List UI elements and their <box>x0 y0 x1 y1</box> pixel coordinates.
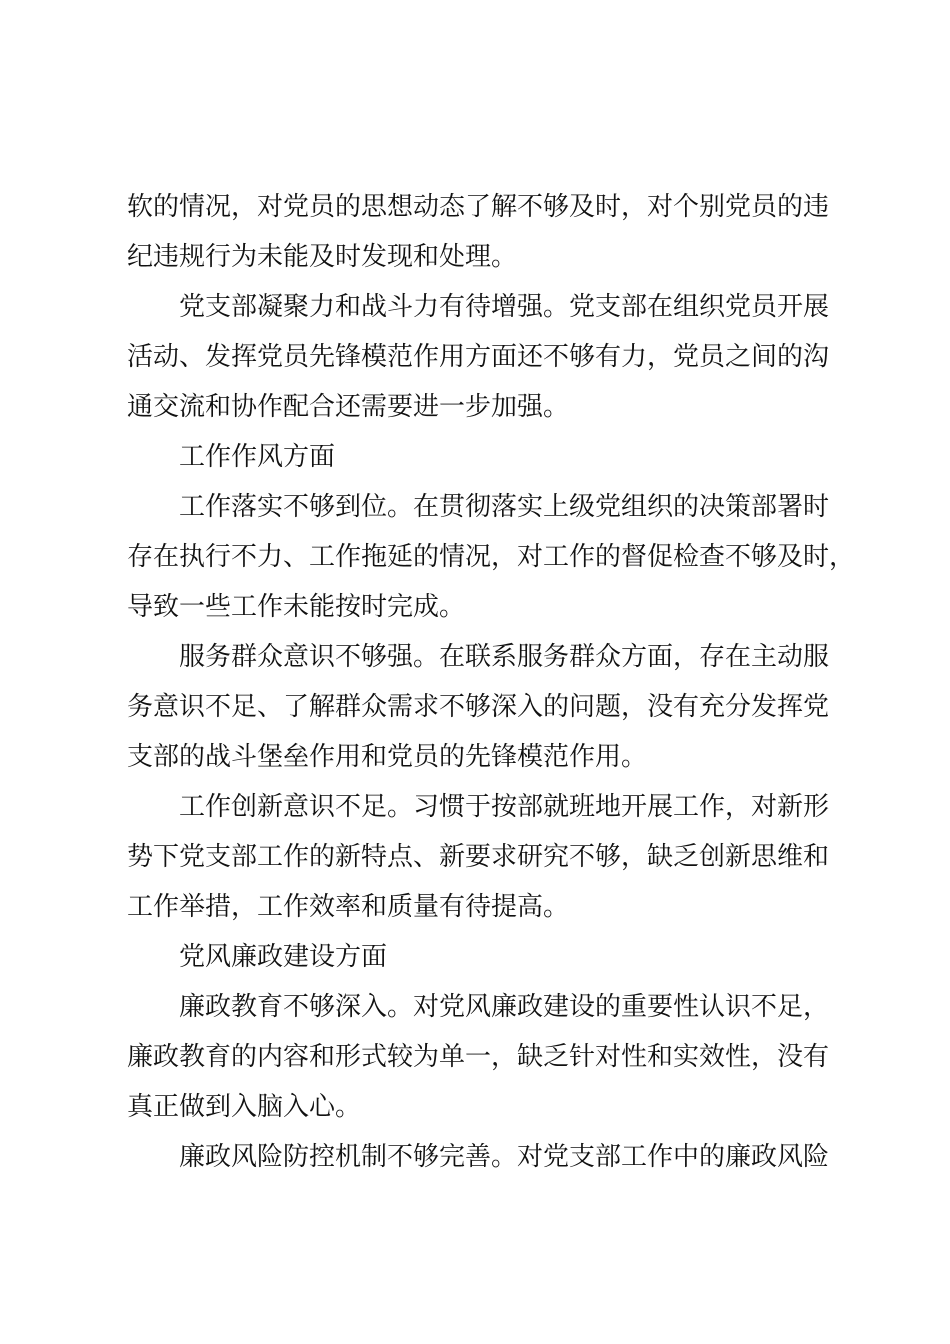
paragraph-line: 服务群众意识不够强。在联系服务群众方面，存在主动服 <box>179 642 830 672</box>
body-line: 势下党支部工作的新特点、新要求研究不够，缺乏创新思维和 <box>127 842 830 872</box>
section-heading: 工作作风方面 <box>179 442 336 472</box>
paragraph-line: 工作落实不够到位。在贯彻落实上级党组织的决策部署时 <box>179 492 830 522</box>
paragraph-line: 党支部凝聚力和战斗力有待增强。党支部在组织党员开展 <box>179 292 830 322</box>
section-heading: 党风廉政建设方面 <box>179 942 388 972</box>
body-line: 纪违规行为未能及时发现和处理。 <box>127 242 518 272</box>
body-line: 软的情况，对党员的思想动态了解不够及时，对个别党员的违 <box>127 192 830 222</box>
body-line: 通交流和协作配合还需要进一步加强。 <box>127 392 570 422</box>
body-line: 导致一些工作未能按时完成。 <box>127 592 466 622</box>
document-body <box>127 182 856 1182</box>
body-line: 廉政教育的内容和形式较为单一，缺乏针对性和实效性，没有 <box>127 1042 830 1072</box>
paragraph-line: 廉政教育不够深入。对党风廉政建设的重要性认识不足， <box>179 992 830 1022</box>
body-line: 支部的战斗堡垒作用和党员的先锋模范作用。 <box>127 742 648 772</box>
paragraph-line: 廉政风险防控机制不够完善。对党支部工作中的廉政风险 <box>179 1142 830 1172</box>
body-line: 工作举措，工作效率和质量有待提高。 <box>127 892 570 922</box>
body-line: 务意识不足、了解群众需求不够深入的问题，没有充分发挥党 <box>127 692 830 722</box>
body-line: 存在执行不力、工作拖延的情况，对工作的督促检查不够及时， <box>127 542 856 572</box>
body-line: 真正做到入脑入心。 <box>127 1092 362 1122</box>
body-line: 活动、发挥党员先锋模范作用方面还不够有力，党员之间的沟 <box>127 342 830 372</box>
paragraph-line: 工作创新意识不足。习惯于按部就班地开展工作，对新形 <box>179 792 830 822</box>
